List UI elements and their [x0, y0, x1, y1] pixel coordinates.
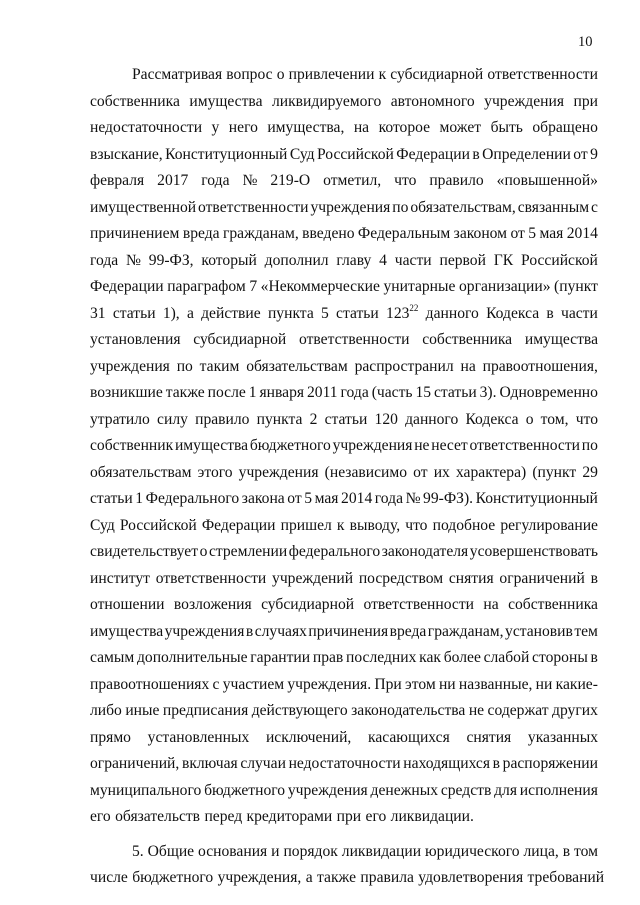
superscript: 22 — [409, 302, 419, 313]
text-line: возникшие также после 1 января 2011 года (часть 15 статьи 3). Одновременно — [90, 384, 598, 401]
text-line: его обязательств перед кредиторами при его ликвидации. — [90, 808, 474, 825]
text-line: Суд Российской Федерации пришел к выводу, что подобное регулирование — [90, 516, 598, 534]
text-line: свидетельствует о стремлении федерального законодателя усовершенствовать — [90, 543, 598, 560]
text-line: собственник имущества бюджетного учреждения не несет ответственности по — [90, 437, 598, 454]
text-line: институт ответственности учреждений посредством снятия ограничений в — [90, 569, 598, 587]
text-line: имущественной ответственности учреждения по обязательствам, связанным с — [90, 198, 598, 216]
document-body — [90, 62, 605, 892]
text-line: взыскание, Конституционный Суд Российской Федерации в Определении от 9 — [90, 145, 598, 163]
text-line: 5. Общие основания и порядок ликвидации юридического лица, в том — [132, 842, 598, 860]
text-line: отношении возложения субсидиарной ответственности на собственника — [90, 596, 598, 613]
text-line: имущества учреждения в случаях причинения вреда гражданам, установив тем — [90, 622, 598, 640]
text-line: обязательствам этого учреждения (независимо от их характера) (пункт 29 — [90, 463, 598, 481]
paragraph — [90, 62, 598, 831]
text-line: собственника имущества ликвидируемого автономного учреждения при — [90, 92, 598, 110]
text-line: самым дополнительные гарантии прав последних как более слабой стороны в — [90, 649, 598, 666]
paragraph — [90, 839, 605, 892]
text-line: февраля 2017 года № 219-О отметил, что правило «повышенной» — [90, 172, 598, 189]
text-line: 31 статьи 1), а действие пункта 5 статьи $123^{22}$ данного Кодекса в части — [90, 302, 598, 322]
text-line: ограничений, включая случаи недостаточности находящихся в распоряжении — [90, 755, 598, 772]
text-line: правоотношениях с участием учреждения. При этом ни названные, ни какие- — [90, 675, 598, 693]
text-line: утратило силу правило пункта 2 статьи 120 данного Кодекса о том, что — [90, 410, 598, 428]
text-line: недостаточности у него имущества, на которое может быть обращено — [90, 119, 598, 136]
text-line: причинением вреда гражданам, введено Федеральным законом от 5 мая 2014 — [90, 225, 598, 242]
text-line: числе бюджетного учреждения, а также правила удовлетворения требований — [90, 869, 605, 886]
text-line: статьи 1 Федерального закона от 5 мая 2014 года № 99-ФЗ). Конституционный — [90, 490, 598, 507]
text-line: прямо установленных исключений, касающихся снятия указанных — [90, 728, 598, 746]
page-number: 10 — [578, 34, 593, 50]
text-line: учреждения по таким обязательствам распространил на правоотношения, — [90, 357, 598, 375]
paragraph-gap — [90, 831, 598, 839]
text-line: установления субсидиарной ответственности собственника имущества — [90, 331, 598, 348]
text-line: года № 99-ФЗ, который дополнил главу 4 части первой ГК Российской — [90, 251, 598, 269]
text-line: муниципального бюджетного учреждения денежных средств для исполнения — [90, 781, 598, 799]
text-line: Федерации параграфом 7 «Некоммерческие унитарные организации» (пункт — [90, 278, 598, 295]
text-line: либо иные предписания действующего законодательства не содержат других — [90, 702, 598, 719]
text-line: Рассматривая вопрос о привлечении к субсидиарной ответственности — [132, 66, 598, 83]
